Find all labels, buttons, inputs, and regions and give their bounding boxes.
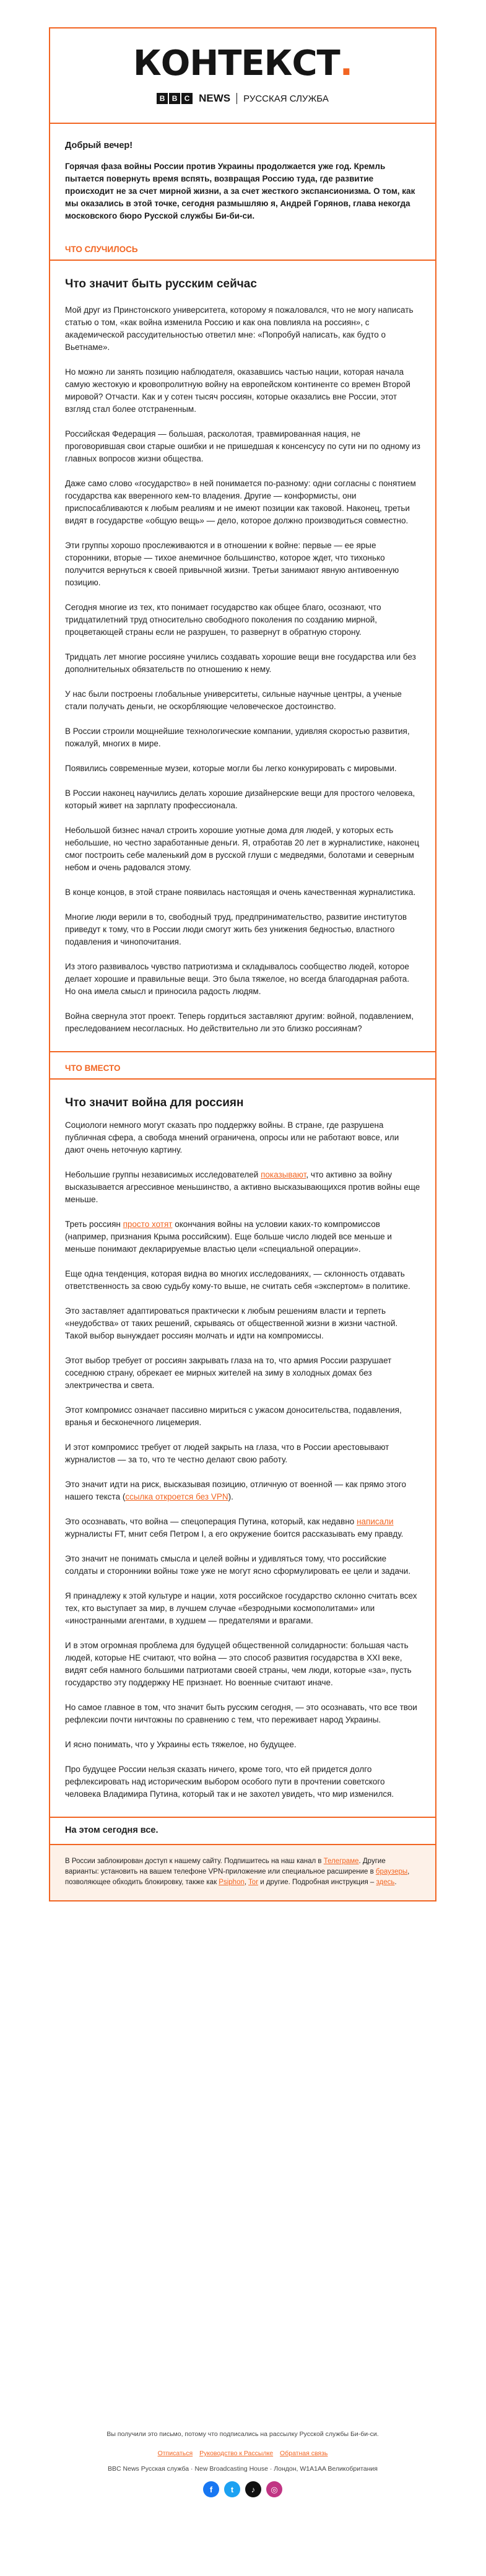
article-title: Что значит быть русским сейчас bbox=[65, 277, 257, 290]
info-text: , позволяющее обходить блокировку, также как bbox=[65, 1868, 410, 1886]
closing-title: На этом сегодня все. bbox=[65, 1825, 158, 1835]
bbc-service-line bbox=[157, 92, 329, 105]
paragraph: Война свернула этот проект. Теперь гордиться заставляют другим: войной, подавлением, преследованием несогласных. Но действительно ли это близко россиянам? bbox=[65, 1011, 414, 1033]
paragraph-text: ). bbox=[228, 1492, 233, 1501]
logo-dot: . bbox=[339, 43, 353, 84]
newsletter-guide-link[interactable]: Руководство к Рассылке bbox=[199, 2450, 274, 2457]
lede: Горячая фаза войны России против Украины продолжается уже год. Кремль пытается повернуть время вспять, возвращая Россию туда, где развитие происходит не за счет мирной жизни, а за счет жесткого экспансионизма. О том, как мы оказались в этой точке, сегодня размышляю я, Андрей Горянов, глава некогда московского бюро Русской службы Би-би-си. bbox=[65, 162, 415, 220]
divider bbox=[236, 93, 237, 104]
footer bbox=[49, 2430, 436, 2497]
paragraph: И ясно понимать, что у Украины есть тяжелое, но будущее. bbox=[65, 1740, 297, 1749]
paragraph: Тридцать лет многие россияне учились создавать хорошие вещи вне государства или без дополнительных обязательств по отношению к нему. bbox=[65, 652, 416, 674]
article-title: Что значит война для россиян bbox=[65, 1096, 244, 1109]
paragraph-text: Треть россиян bbox=[65, 1220, 123, 1229]
paragraph: Это значит не понимать смысла и целей войны и удивляться тому, что российские солдаты и сторонники войны тоже уже не могут ясно сформулировать ее цели и задачи. bbox=[65, 1554, 411, 1576]
paragraph-text: окончания войны на условии каких-то компромиссов (например, признания Крыма российским). Еще больше число людей все меньше и меньше понимают декларируемые властью цели «специальной операции». bbox=[65, 1220, 392, 1254]
section-divider bbox=[50, 1817, 435, 1818]
facebook-icon[interactable]: f bbox=[203, 2481, 219, 2497]
paragraph: Еще одна тенденция, которая видна во многих исследованиях, — склонность отдавать ответственность за свою судьбу кому-то выше, не считать себя «экспертом» в политике. bbox=[65, 1269, 410, 1291]
paragraph: Это заставляет адаптироваться практически к любым решениям власти и терпеть «неудобства» от таких решений, скрываясь от общественной жизни в жизни частной. Такой выбор вынуждает россиян молчать и идти на компромиссы. bbox=[65, 1306, 398, 1340]
paragraph: В России наконец научились делать хорошие дизайнерские вещи для простого человека, который живет на зарплату профессионала. bbox=[65, 788, 415, 810]
no-vpn-link[interactable]: ссылка откроется без VPN bbox=[125, 1492, 228, 1501]
poll-link[interactable]: просто хотят bbox=[123, 1220, 173, 1229]
instructions-link[interactable]: здесь bbox=[376, 1879, 395, 1886]
section-heading-instead: ЧТО ВМЕСТО bbox=[50, 1057, 435, 1080]
info-text: . bbox=[394, 1879, 397, 1886]
research-link[interactable]: показывают bbox=[261, 1170, 306, 1179]
info-text: . Другие варианты: установить на вашем телефоне VPN-приложение или специальное расширение в bbox=[65, 1858, 386, 1875]
masthead bbox=[50, 28, 435, 124]
access-info-box bbox=[50, 1844, 435, 1900]
paragraph: У нас были построены глобальные университеты, сильные научные центры, а ученые стали получать деньги, не оскорбляющие человеческое достоинство. bbox=[65, 689, 402, 711]
bbc-logo bbox=[157, 93, 193, 104]
telegram-link[interactable]: Телеграме bbox=[323, 1858, 359, 1865]
paragraph-text: журналисты FT, мнит себя Петром I, а его окружение боится рассказывать ему правду. bbox=[65, 1529, 404, 1539]
info-text: и другие. Подробная инструкция – bbox=[258, 1879, 376, 1886]
paragraph bbox=[65, 1169, 420, 1206]
paragraph: Появились современные музеи, которые могли бы легко конкурировать с мировыми. bbox=[65, 764, 397, 773]
paragraph bbox=[65, 1516, 420, 1540]
paragraph: Но можно ли занять позицию наблюдателя, оказавшись частью нации, которая начала самую жестокую и кровопролитную войну на европейском континенте со времен Второй мировой? Отчасти. Как и у сотен тысяч россиян, которые оказались вне России, этот взгляд стал более отстраненным. bbox=[65, 367, 410, 414]
footer-subscription-note: Вы получили это письмо, потому что подписались на рассылку Русской службы Би-би-си. bbox=[106, 2430, 379, 2438]
paragraph bbox=[65, 1478, 420, 1503]
info-text: , bbox=[244, 1879, 249, 1886]
browser-extension-link[interactable]: браузеры bbox=[375, 1868, 408, 1875]
paragraph: Про будущее России нельзя сказать ничего, кроме того, что ей придется долго рефлексировать над историческим выбором особого пути в прочтении советского человека Владимира Путина, который так и не захотел увидеть, что мир изменился. bbox=[65, 1765, 394, 1799]
psiphon-link[interactable]: Psiphon bbox=[219, 1879, 245, 1886]
bbc-letter: B bbox=[157, 93, 168, 104]
newsletter-card bbox=[49, 27, 436, 1901]
service-name: РУССКАЯ СЛУЖБА bbox=[243, 93, 329, 104]
ft-article-link[interactable]: написали bbox=[357, 1517, 394, 1526]
greeting: Добрый вечер! bbox=[65, 141, 133, 151]
newsletter-body bbox=[50, 139, 435, 1900]
paragraph bbox=[65, 1218, 420, 1255]
instagram-icon[interactable]: ◎ bbox=[266, 2481, 282, 2497]
paragraph-text: Это значит идти на риск, высказывая позицию, отличную от военной — как прямо этого нашего текста ( bbox=[65, 1480, 407, 1501]
paragraph-text: Небольшие группы независимых исследователей bbox=[65, 1170, 261, 1179]
paragraph: В конце концов, в этой стране появилась настоящая и очень качественная журналистика. bbox=[65, 888, 416, 897]
paragraph: Но самое главное в том, что значит быть русским сегодня, — это осознавать, что все твои рефлексии почти ничтожны по сравнению с тем, что переживает народ Украины. bbox=[65, 1703, 417, 1724]
paragraph: Сегодня многие из тех, кто понимает государство как общее благо, осознают, что тридцатилетний труд относительно свободного поколения по созданию мирной, процветающей страны если не разрушен, то развернут в обратную сторону. bbox=[65, 603, 381, 637]
logo-word: КОНТЕКСТ bbox=[132, 43, 340, 84]
paragraph: Этот выбор требует от россиян закрывать глаза на то, что армия России разрушает соседнюю страну, обрекает ее мирных жителей на зиму в холодных домах без электричества и света. bbox=[65, 1356, 392, 1390]
kontekst-logo[interactable] bbox=[132, 43, 353, 84]
social-icons bbox=[49, 2481, 436, 2497]
paragraph: Даже само слово «государство» в ней понимается по-разному: одни согласны с понятием государства как вверенного кем-то владения. Другие — конформисты, они приспосабливаются к любым реалиям и не имеют позиции как таковой. Наконец, третьи видят в государстве «общую вещь» — дело, которое должно производиться совместно. bbox=[65, 479, 416, 525]
info-text: В России заблокирован доступ к нашему сайту. Подпишитесь на наш канал в bbox=[65, 1858, 324, 1865]
paragraph: Небольшой бизнес начал строить хорошие уютные дома для людей, у которых есть небольшие, но честно заработанные деньги. Я, отработав 20 лет в журналистике, наконец смог построить себе маленький дом в русской глуши с медведями, болотами и северным небом и очень радовался этому. bbox=[65, 826, 419, 872]
paragraph: Многие люди верили в то, свободный труд, предпринимательство, развитие институтов приведут к тому, что в России люди смогут жить без унижения бедностью, властного подавления и чинопочитания. bbox=[65, 912, 407, 946]
tiktok-icon[interactable]: ♪ bbox=[245, 2481, 261, 2497]
footer-links bbox=[49, 2449, 436, 2458]
paragraph: Социологи немного могут сказать про поддержку войны. В стране, где разрушена публичная сфера, а свобода мнений ограничена, опросы или не работают вовсе, или дают очень неточную картину. bbox=[65, 1120, 399, 1155]
footer-address: BBC News Русская служба · New Broadcasting House · Лондон, W1A1AA Великобритания bbox=[108, 2465, 378, 2473]
section-heading-what-happened: ЧТО СЛУЧИЛОСЬ bbox=[50, 238, 435, 261]
section-divider bbox=[50, 1051, 435, 1052]
paragraph: Эти группы хорошо прослеживаются и в отношении к войне: первые — ее ярые сторонники, вторые — тихое анемичное большинство, которое ждет, что тихонько получится вернуться к своей привычной жизни. Третьи занимают явную антивоенную позицию. bbox=[65, 541, 399, 587]
bbc-letter: C bbox=[181, 93, 193, 104]
tor-link[interactable]: Tor bbox=[248, 1879, 259, 1886]
twitter-icon[interactable]: t bbox=[224, 2481, 240, 2497]
paragraph: Из этого развивалось чувство патриотизма и складывалось сообщество людей, которое делает хорошие и правильные вещи. Это была тяжелое, но всегда благодарная работа. Но она имела смысл и приносила радость людям. bbox=[65, 962, 410, 996]
paragraph: Мой друг из Принстонского университета, которому я пожаловался, что не могу написать статью о том, «как война изменила Россию и как она повлияла на россиян», с академической рассудительностью ответил мне: «Попробуй написать, как будто о Вьетнаме». bbox=[65, 305, 414, 352]
paragraph: Я принадлежу к этой культуре и нации, хотя российское государство склонно считать всех тех, кто выступает за мир, в лучшем случае «безродными космополитами» или «иностранными агентами, в худшем — предателями и врагами. bbox=[65, 1591, 417, 1625]
bbc-letter: B bbox=[169, 93, 180, 104]
paragraph: В России строили мощнейшие технологические компании, удивляя скоростью развития, пожалуй, многих в мире. bbox=[65, 727, 410, 748]
feedback-link[interactable]: Обратная связь bbox=[280, 2450, 328, 2457]
paragraph: И этот компромисс требует от людей закрыть на глаза, что в России арестовывают журналистов — за то, что те честно делают свою работу. bbox=[65, 1443, 389, 1464]
paragraph: Российская Федерация — большая, расколотая, травмированная нация, не проговорившая свои старые ошибки и не пришедшая к консенсусу по сути ни по одному из главных вопросов жизни общества. bbox=[65, 429, 421, 463]
paragraph: И в этом огромная проблема для будущей общественной солидарности: большая часть людей, которые НЕ считают, что война — это способ развития государства в XXI веке, видят себя намного большими патриотами своей страны, чем люди, которые «за», пусть государство эту поддержку НЕ признает. Но военные считают иначе. bbox=[65, 1641, 412, 1687]
unsubscribe-link[interactable]: Отписаться bbox=[157, 2450, 193, 2457]
bbc-news-label: NEWS bbox=[199, 92, 231, 104]
paragraph-text: Это осознавать, что война — спецоперация Путина, который, как недавно bbox=[65, 1517, 357, 1526]
paragraph: Этот компромисс означает пассивно мириться с ужасом доносительства, подавления, вранья и бесконечного лицемерия. bbox=[65, 1405, 402, 1427]
paragraph-text: , что активно за войну высказывается агрессивное меньшинство, а активно высказывающихся против войны еще меньше. bbox=[65, 1170, 420, 1204]
